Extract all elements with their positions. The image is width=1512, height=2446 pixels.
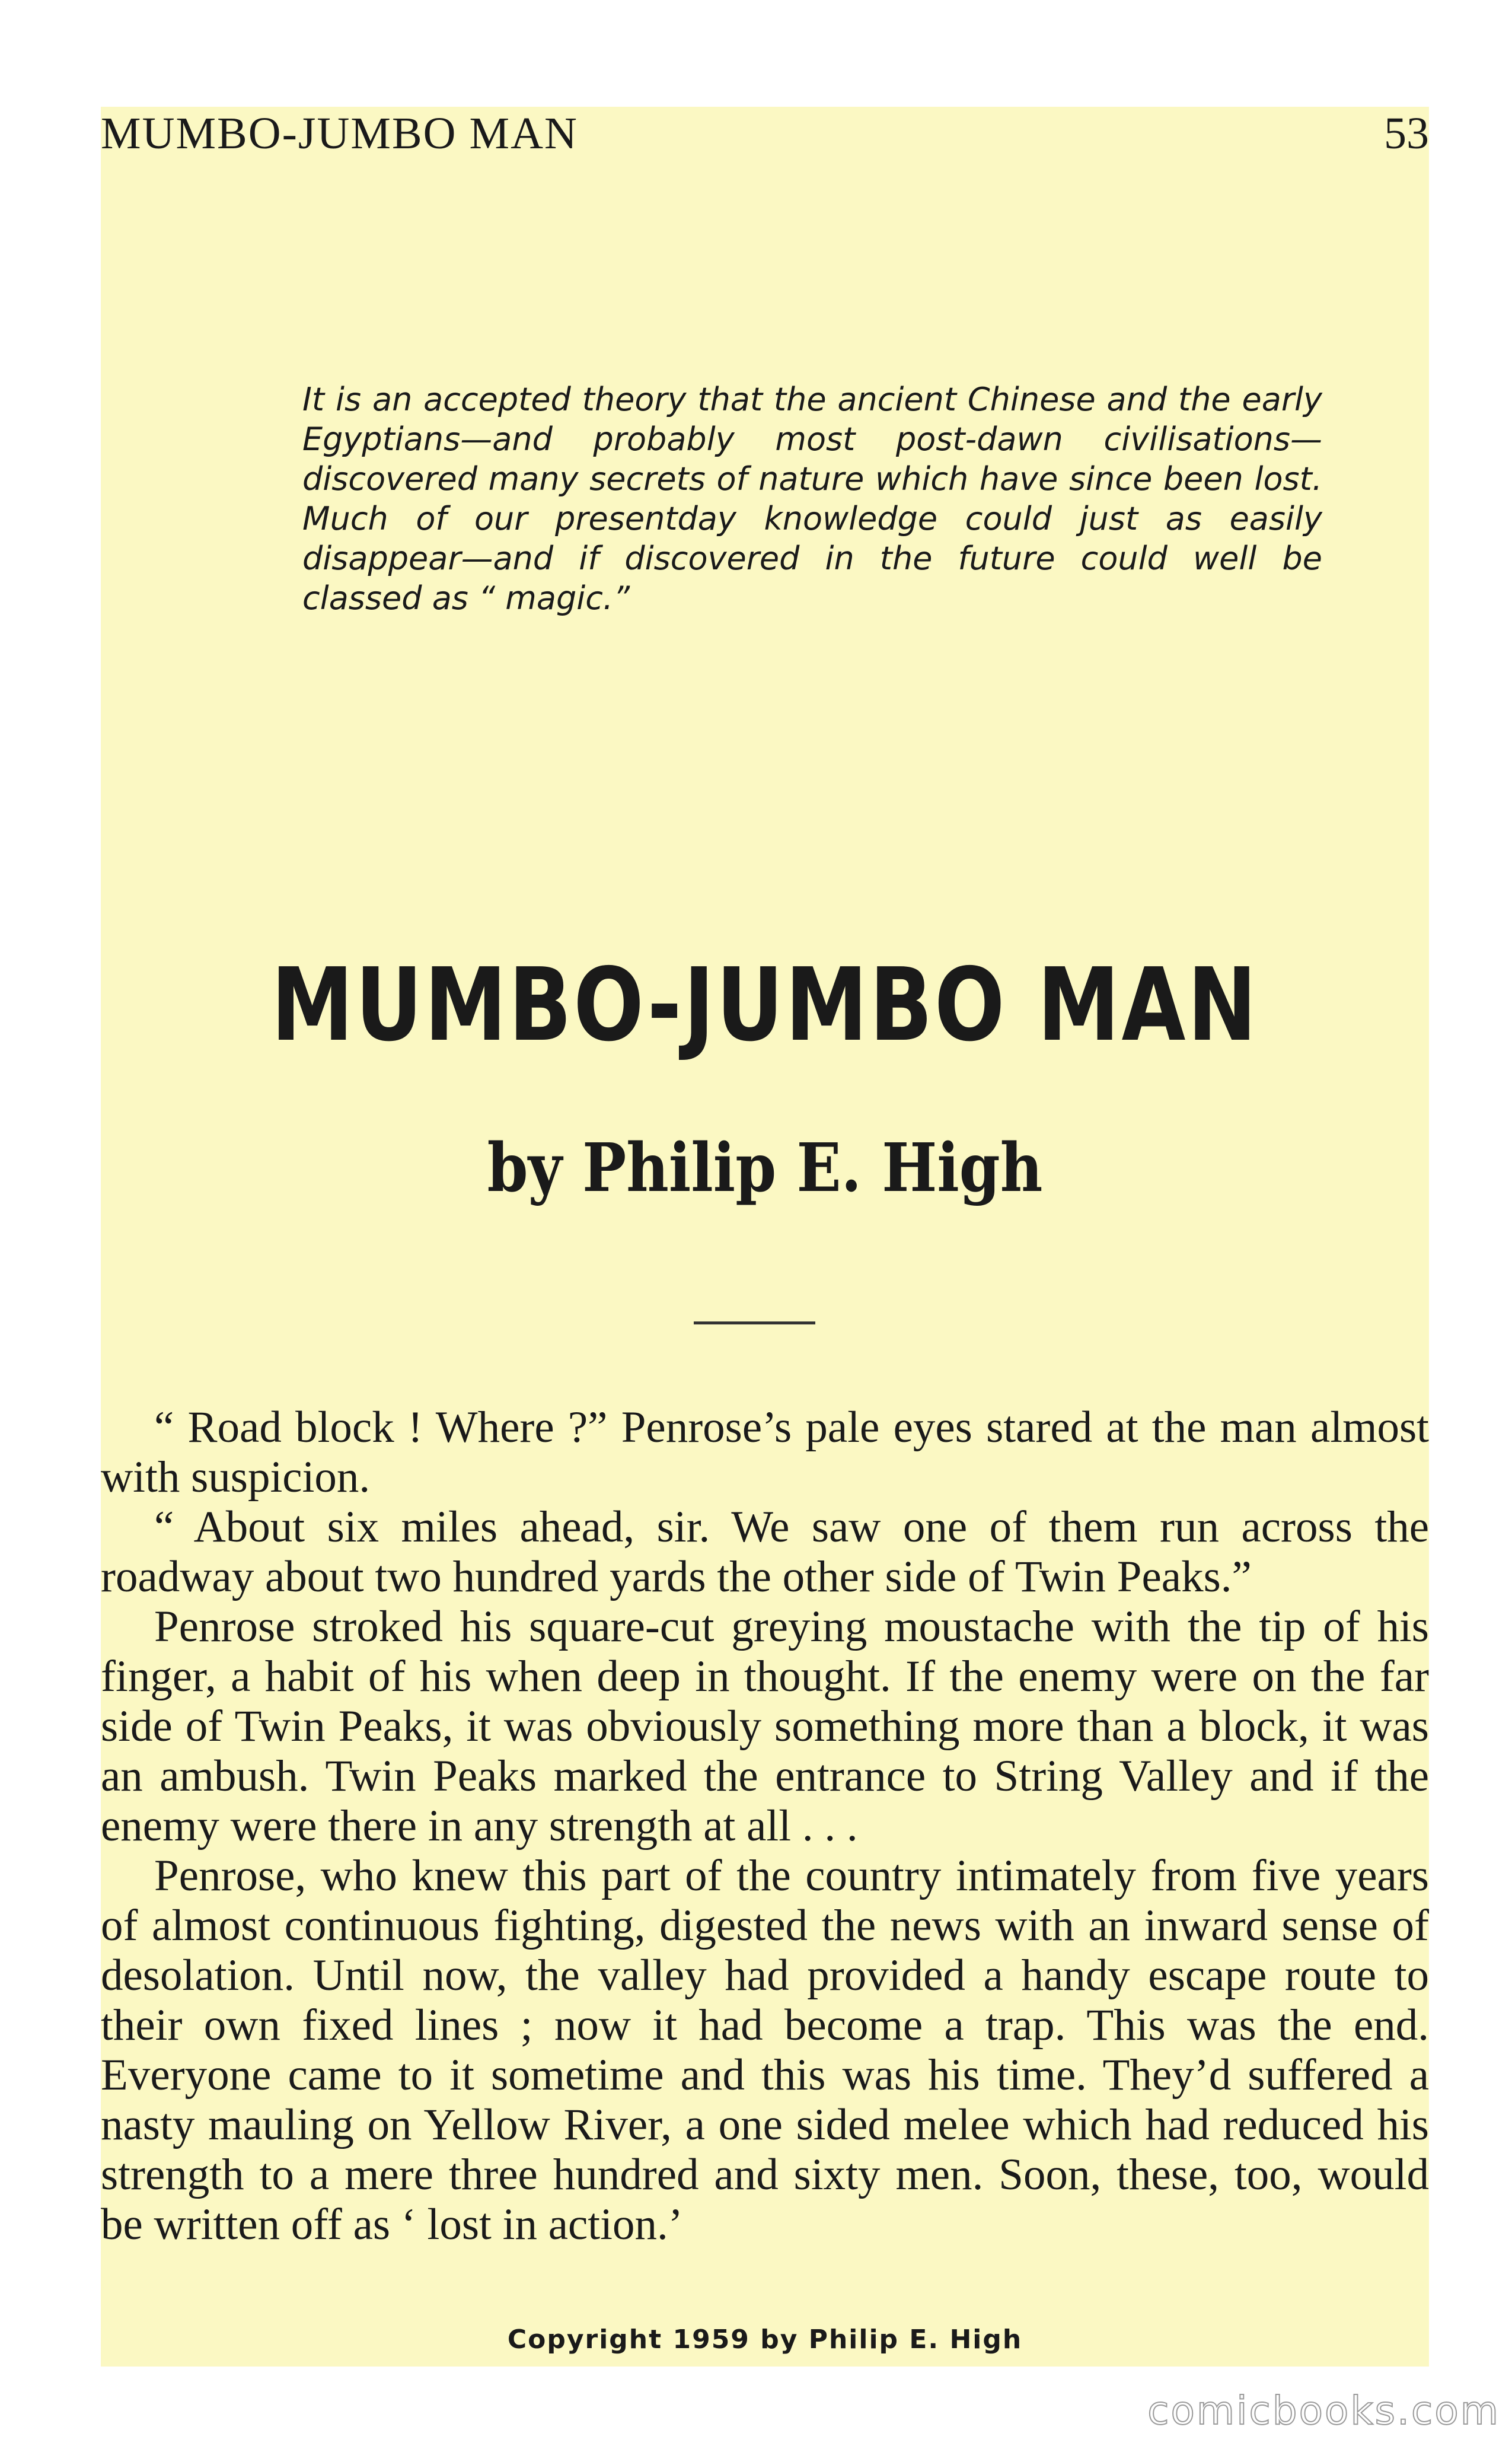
paragraph: “ About six miles ahead, sir. We saw one of them run across the roadway about two hundred yards the other side of Twin Peaks.”	[101, 1502, 1429, 1601]
story-body	[101, 1403, 1429, 2250]
paragraph: Penrose, who knew this part of the country intimately from five years of almost continuous fighting, digested the news with an inward sense of desolation. Until now, the valley had provided a handy escape route to their own fixed lines ; now it had become a trap. This was the end. Everyone came to it sometime and this was his time. They’d suffered a nasty mauling on Yellow River, a one sided melee which had reduced his strength to a mere three hundred and sixty men. Soon, these, too, would be written off as ‘ lost in action.’	[101, 1851, 1429, 2249]
epigraph: It is an accepted theory that the ancient Chinese and the early Egyptians—and probably most post-dawn civilisations—discovered many secrets of nature which have since been lost. Much of our presentday knowledge could just as easily disappear—and if discovered in the future could well be classed as “ magic.”	[302, 381, 1322, 617]
divider-rule	[694, 1321, 815, 1324]
running-title: MUMBO-JUMBO MAN	[101, 109, 578, 158]
watermark-logo: comicbooks.com	[1147, 2388, 1500, 2434]
paragraph: “ Road block ! Where ?” Penrose’s pale eyes stared at the man almost with suspicion.	[101, 1403, 1429, 1502]
book-page	[101, 107, 1429, 2367]
paragraph: Penrose stroked his square-cut greying moustache with the tip of his finger, a habit of his when deep in thought. If the enemy were on the far side of Twin Peaks, it was obviously something more than a block, it was an ambush. Twin Peaks marked the entrance to String Valley and if the enemy were there in any strength at all . . .	[101, 1602, 1429, 1851]
page-number: 53	[1384, 109, 1429, 158]
story-title: MUMBO-JUMBO MAN	[271, 947, 1259, 1064]
copyright-notice: Copyright 1959 by Philip E. High	[507, 2324, 1023, 2355]
author-byline: by Philip E. High	[487, 1129, 1043, 1207]
running-header	[101, 107, 1429, 160]
